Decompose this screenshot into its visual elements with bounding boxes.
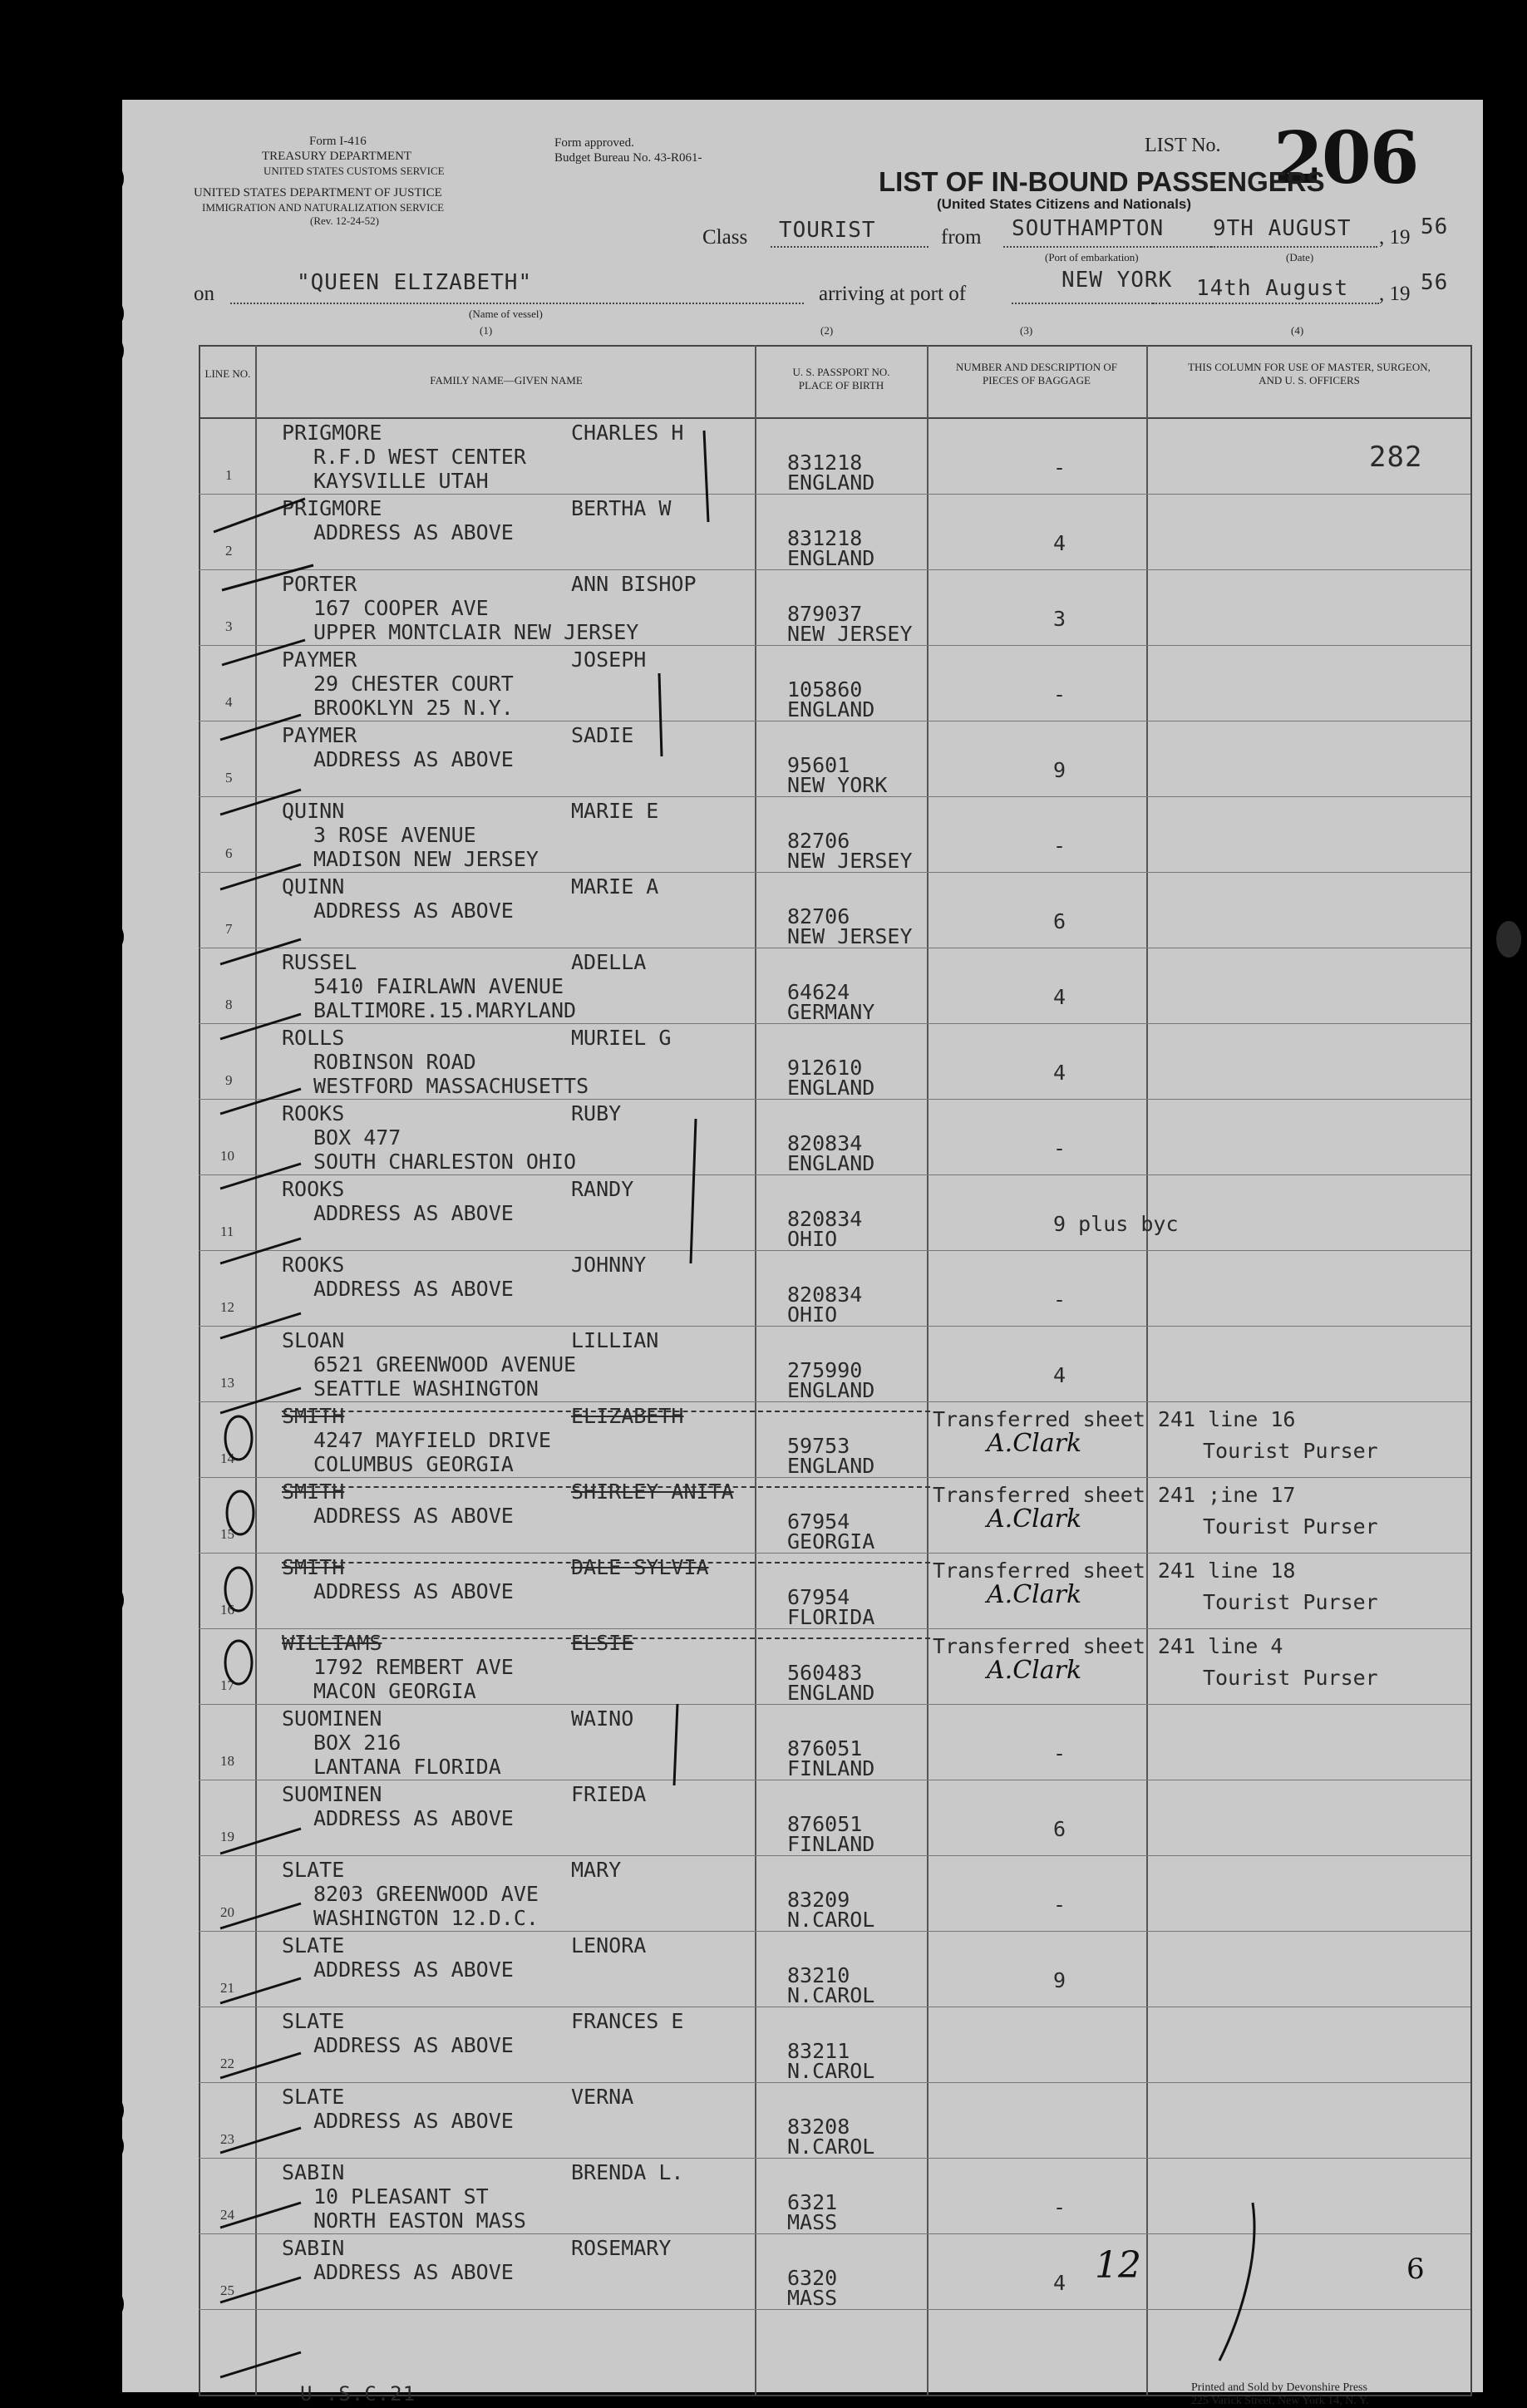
address-line-1: 1792 REMBERT AVE (313, 1655, 514, 1679)
family-name: SMITH (282, 1480, 345, 1504)
family-name: PRIGMORE (282, 496, 382, 520)
col-num-1: (1) (480, 324, 493, 337)
family-name: SUOMINEN (282, 1706, 382, 1731)
baggage-count: 3 (1053, 607, 1066, 631)
family-name: ROLLS (282, 1026, 345, 1050)
address-line-2: KAYSVILLE UTAH (313, 469, 489, 493)
baggage-count: 4 (1053, 985, 1066, 1009)
given-name: MARIE E (571, 799, 659, 823)
given-name: BERTHA W (571, 496, 672, 520)
passport-number: 820834 (787, 1207, 863, 1231)
baggage-count: 6 (1053, 1817, 1066, 1841)
place-of-birth: NEW JERSEY (787, 924, 913, 948)
address-line-1: ROBINSON ROAD (313, 1050, 476, 1074)
form-number: Form I-416 (309, 135, 367, 148)
given-name: FRIEDA (571, 1782, 647, 1806)
address-line-1: ADDRESS AS ABOVE (313, 2109, 514, 2133)
address-line-2: WASHINGTON 12.D.C. (313, 1906, 539, 1930)
given-name: JOHNNY (571, 1253, 647, 1277)
family-name: QUINN (282, 799, 345, 823)
address-line-1: ADDRESS AS ABOVE (313, 1504, 514, 1528)
given-name: SADIE (571, 723, 634, 747)
address-line-1: ADDRESS AS ABOVE (313, 899, 514, 923)
baggage-count: - (1053, 1893, 1066, 1917)
given-name: FRANCES E (571, 2009, 684, 2033)
place-of-birth: ENGLAND (787, 1454, 875, 1478)
dept-treasury: TREASURY DEPARTMENT (262, 150, 412, 163)
dept-customs: UNITED STATES CUSTOMS SERVICE (264, 165, 445, 177)
address-line-1: ADDRESS AS ABOVE (313, 747, 514, 771)
line-number: 6 (225, 845, 233, 861)
binder-hole (87, 2286, 124, 2322)
place-of-birth: ENGLAND (787, 697, 875, 721)
given-name: JOSEPH (571, 648, 647, 672)
header-officers: THIS COLUMN FOR USE OF MASTER, SURGEON, AND U. S. OFFICERS (1188, 361, 1431, 387)
vessel-name: "QUEEN ELIZABETH" (297, 270, 533, 295)
address-line-1: 8203 GREENWOOD AVE (313, 1882, 539, 1906)
line-number: 22 (220, 2056, 234, 2071)
passport-number: 560483 (787, 1661, 863, 1685)
given-name: LENORA (571, 1933, 647, 1957)
address-line-1: 29 CHESTER COURT (313, 672, 514, 696)
vessel-caption: (Name of vessel) (469, 308, 543, 320)
address-line-2: WESTFORD MASSACHUSETTS (313, 1074, 589, 1098)
on-label: on (194, 283, 214, 305)
place-of-birth: ENGLAND (787, 1151, 875, 1175)
given-name: DALE SYLVIA (571, 1555, 709, 1579)
family-name: PRIGMORE (282, 421, 382, 445)
place-of-birth: ENGLAND (787, 546, 875, 570)
line-number: 24 (220, 2207, 234, 2223)
header-name: FAMILY NAME—GIVEN NAME (430, 374, 583, 387)
family-name: SLATE (282, 2085, 345, 2109)
family-name: PORTER (282, 572, 357, 596)
family-name: SABIN (282, 2236, 345, 2260)
footer-code: U .S.C.21 (300, 2382, 416, 2406)
place-of-birth: FINLAND (787, 1832, 875, 1856)
address-line-1: ADDRESS AS ABOVE (313, 1277, 514, 1301)
place-of-birth: GERMANY (787, 1000, 875, 1024)
binder-hole (87, 332, 124, 369)
place-of-birth: ENGLAND (787, 470, 875, 495)
place-of-birth: FINLAND (787, 1756, 875, 1780)
given-name: SHIRLEY ANITA (571, 1480, 734, 1504)
line-number: 25 (220, 2282, 234, 2298)
family-name: PAYMER (282, 723, 357, 747)
baggage-count: - (1053, 456, 1066, 480)
header-baggage: NUMBER AND DESCRIPTION OF PIECES OF BAGGAGE (956, 361, 1117, 387)
place-of-birth: FLORIDA (787, 1605, 875, 1629)
tourist-purser-label: Tourist Purser (1203, 1514, 1378, 1539)
family-name: SMITH (282, 1404, 345, 1428)
date-caption: (Date) (1286, 251, 1314, 263)
family-name: SUOMINEN (282, 1782, 382, 1806)
line-number: 17 (220, 1677, 234, 1693)
col-num-4: (4) (1291, 324, 1304, 337)
transfer-note: Transferred sheet 241 line 18 (933, 1559, 1296, 1583)
family-name: ROOKS (282, 1101, 345, 1125)
transfer-note: Transferred sheet 241 line 4 (933, 1634, 1283, 1658)
binder-hole (1496, 921, 1521, 958)
passport-number: 83209 (787, 1888, 850, 1912)
passport-number: 6321 (787, 2190, 838, 2214)
place-of-birth: OHIO (787, 1302, 838, 1327)
address-line-1: 6521 GREENWOOD AVENUE (313, 1352, 577, 1376)
handwritten-total: 12 (1095, 2244, 1141, 2287)
form-approved: Form approved. (554, 136, 634, 150)
line-number: 15 (220, 1526, 234, 1542)
baggage-count: 4 (1053, 1061, 1066, 1085)
family-name: ROOKS (282, 1177, 345, 1201)
given-name: RANDY (571, 1177, 634, 1201)
line-number: 11 (220, 1224, 234, 1239)
address-line-1: 5410 FAIRLAWN AVENUE (313, 974, 564, 998)
passport-number: 6320 (787, 2266, 838, 2290)
address-line-2: SOUTH CHARLESTON OHIO (313, 1150, 577, 1174)
col-num-2: (2) (820, 324, 834, 337)
transfer-note: Transferred sheet 241 ;ine 17 (933, 1483, 1296, 1507)
place-of-birth: ENGLAND (787, 1378, 875, 1402)
given-name: ROSEMARY (571, 2236, 672, 2260)
address-line-2: LANTANA FLORIDA (313, 1755, 501, 1779)
baggage-count: 9 plus byc (1053, 1212, 1179, 1236)
list-no-label: LIST No. (1145, 135, 1221, 156)
place-of-birth: MASS (787, 2210, 838, 2234)
line-number: 2 (225, 543, 233, 559)
passport-number: 820834 (787, 1131, 863, 1155)
passport-number: 82706 (787, 904, 850, 928)
tourist-purser-label: Tourist Purser (1203, 1666, 1378, 1690)
given-name: MARY (571, 1858, 622, 1882)
given-name: CHARLES H (571, 421, 684, 445)
passport-number: 912610 (787, 1056, 863, 1080)
given-name: ELSIE (571, 1631, 634, 1655)
given-name: WAINO (571, 1706, 634, 1731)
address-line-1: 167 COOPER AVE (313, 596, 489, 620)
family-name: SLATE (282, 1858, 345, 1882)
place-of-birth: ENGLAND (787, 1076, 875, 1100)
given-name: ELIZABETH (571, 1404, 684, 1428)
place-of-birth: N.CAROL (787, 1908, 875, 1932)
given-name: ADELLA (571, 950, 647, 974)
line-number: 9 (225, 1072, 233, 1088)
given-name: VERNA (571, 2085, 634, 2109)
printer-line-1: Printed and Sold by Devonshire Press (1191, 2381, 1367, 2394)
given-name: BRENDA L. (571, 2160, 684, 2184)
address-line-1: ADDRESS AS ABOVE (313, 1806, 514, 1830)
line-number: 20 (220, 1904, 234, 1920)
manifest-page (122, 100, 1483, 2407)
tourist-purser-label: Tourist Purser (1203, 1590, 1378, 1614)
address-line-1: 3 ROSE AVENUE (313, 823, 476, 847)
baggage-count: - (1053, 1136, 1066, 1160)
year-prefix-arrive: , 19 (1379, 283, 1411, 305)
purser-signature: A.Clark (987, 1656, 1082, 1685)
passport-number: 83211 (787, 2039, 850, 2063)
manifest-subtitle: (United States Citizens and Nationals) (937, 196, 1192, 212)
baggage-count: 6 (1053, 909, 1066, 933)
line-number: 13 (220, 1375, 234, 1391)
baggage-count: 9 (1053, 1968, 1066, 1992)
place-of-birth: GEORGIA (787, 1529, 875, 1554)
passport-number: 59753 (787, 1434, 850, 1458)
place-of-birth: NEW JERSEY (787, 849, 913, 873)
address-line-2: NORTH EASTON MASS (313, 2209, 526, 2233)
family-name: QUINN (282, 874, 345, 899)
line-number: 10 (220, 1148, 234, 1164)
address-line-2: MADISON NEW JERSEY (313, 847, 539, 871)
address-line-1: ADDRESS AS ABOVE (313, 2260, 514, 2284)
line-number: 14 (220, 1450, 234, 1466)
family-name: SLATE (282, 1933, 345, 1957)
tourist-purser-label: Tourist Purser (1203, 1439, 1378, 1463)
place-of-birth: N.CAROL (787, 2059, 875, 2083)
header-passport: U. S. PASSPORT NO. PLACE OF BIRTH (792, 366, 890, 391)
line-number: 19 (220, 1829, 234, 1844)
binder-hole (87, 2092, 124, 2129)
passport-number: 83208 (787, 2115, 850, 2139)
margin-number-282: 282 (1369, 441, 1423, 474)
address-line-1: ADDRESS AS ABOVE (313, 1957, 514, 1982)
family-name: WILLIAMS (282, 1631, 382, 1655)
address-line-1: 10 PLEASANT ST (313, 2184, 489, 2209)
address-line-1: ADDRESS AS ABOVE (313, 520, 514, 544)
handwritten-marks (122, 100, 1483, 2392)
margin-number-6: 6 (1406, 2253, 1425, 2286)
line-number: 1 (225, 467, 233, 483)
purser-signature: A.Clark (987, 1580, 1082, 1609)
baggage-count: 4 (1053, 531, 1066, 555)
arrival-date: 14th August (1196, 276, 1349, 301)
line-number: 8 (225, 997, 233, 1012)
passport-number: 95601 (787, 753, 850, 777)
address-line-1: BOX 216 (313, 1731, 401, 1755)
passport-number: 275990 (787, 1358, 863, 1382)
passport-number: 105860 (787, 677, 863, 702)
address-line-1: R.F.D WEST CENTER (313, 445, 526, 469)
baggage-count: - (1053, 834, 1066, 858)
address-line-1: BOX 477 (313, 1125, 401, 1150)
family-name: SMITH (282, 1555, 345, 1579)
baggage-count: - (1053, 682, 1066, 707)
list-number: 206 (1273, 116, 1418, 200)
address-line-1: ADDRESS AS ABOVE (313, 2033, 514, 2057)
port-embark-caption: (Port of embarkation) (1045, 251, 1139, 263)
place-of-birth: OHIO (787, 1227, 838, 1251)
arriving-label: arriving at port of (819, 283, 967, 305)
address-line-1: ADDRESS AS ABOVE (313, 1201, 514, 1225)
passport-number: 67954 (787, 1509, 850, 1534)
given-name: MURIEL G (571, 1026, 672, 1050)
family-name: SABIN (282, 2160, 345, 2184)
passport-number: 876051 (787, 1812, 863, 1836)
baggage-count: - (1053, 1741, 1066, 1765)
address-line-2: SEATTLE WASHINGTON (313, 1376, 539, 1401)
address-line-2: COLUMBUS GEORGIA (313, 1452, 514, 1476)
given-name: MARIE A (571, 874, 659, 899)
binder-hole (87, 2128, 124, 2164)
arrival-year: 56 (1421, 270, 1449, 295)
embark-year: 56 (1421, 214, 1449, 239)
binder-hole (87, 160, 124, 197)
passport-number: 820834 (787, 1283, 863, 1307)
port-of-arrival: NEW YORK (1062, 268, 1173, 293)
place-of-birth: ENGLAND (787, 1681, 875, 1705)
passport-number: 876051 (787, 1736, 863, 1760)
port-of-embarkation: SOUTHAMPTON (1012, 216, 1165, 241)
dept-justice: UNITED STATES DEPARTMENT OF JUSTICE (194, 186, 442, 199)
baggage-count: - (1053, 1288, 1066, 1312)
given-name: RUBY (571, 1101, 622, 1125)
address-line-2: MACON GEORGIA (313, 1679, 476, 1703)
place-of-birth: N.CAROL (787, 1983, 875, 2007)
binder-hole (87, 295, 124, 332)
line-number: 4 (225, 694, 233, 710)
place-of-birth: NEW YORK (787, 773, 888, 797)
place-of-birth: MASS (787, 2286, 838, 2310)
line-number: 3 (225, 618, 233, 634)
class-value: TOURIST (779, 218, 876, 243)
purser-signature: A.Clark (987, 1429, 1082, 1458)
line-number: 21 (220, 1980, 234, 1996)
place-of-birth: NEW JERSEY (787, 622, 913, 646)
address-line-1: 4247 MAYFIELD DRIVE (313, 1428, 551, 1452)
line-number: 18 (220, 1753, 234, 1769)
family-name: PAYMER (282, 648, 357, 672)
purser-signature: A.Clark (987, 1504, 1082, 1534)
address-line-1: ADDRESS AS ABOVE (313, 1579, 514, 1603)
manifest-title: LIST OF IN-BOUND PASSENGERS (879, 166, 1325, 197)
printer-line-2: 225 Varick Street, New York 14, N. Y. (1191, 2395, 1369, 2407)
line-number: 5 (225, 770, 233, 785)
family-name: ROOKS (282, 1253, 345, 1277)
family-name: SLOAN (282, 1328, 345, 1352)
address-line-2: BALTIMORE.15.MARYLAND (313, 998, 577, 1022)
from-label: from (941, 226, 982, 249)
binder-hole (87, 918, 124, 955)
family-name: SLATE (282, 2009, 345, 2033)
passport-number: 83210 (787, 1963, 850, 1987)
header-line-no: LINE NO. (204, 367, 251, 380)
passport-number: 879037 (787, 602, 863, 626)
dept-ins: IMMIGRATION AND NATURALIZATION SERVICE (202, 201, 445, 214)
line-number: 16 (220, 1602, 234, 1618)
embark-date: 9TH AUGUST (1213, 216, 1352, 241)
baggage-count: 4 (1053, 2271, 1066, 2295)
passport-number: 831218 (787, 526, 863, 550)
passport-number: 831218 (787, 451, 863, 475)
family-name: RUSSEL (282, 950, 357, 974)
address-line-2: UPPER MONTCLAIR NEW JERSEY (313, 620, 639, 644)
passport-number: 82706 (787, 829, 850, 853)
year-prefix-embark: , 19 (1379, 226, 1411, 249)
passport-number: 64624 (787, 980, 850, 1004)
given-name: ANN BISHOP (571, 572, 697, 596)
baggage-count: 9 (1053, 758, 1066, 782)
line-number: 12 (220, 1299, 234, 1315)
baggage-count: - (1053, 2195, 1066, 2219)
given-name: LILLIAN (571, 1328, 659, 1352)
form-revision: (Rev. 12-24-52) (310, 214, 379, 227)
line-number: 23 (220, 2131, 234, 2147)
baggage-count: 4 (1053, 1363, 1066, 1387)
col-num-3: (3) (1020, 324, 1033, 337)
budget-bureau: Budget Bureau No. 43-R061- (554, 151, 702, 165)
passport-number: 67954 (787, 1585, 850, 1609)
binder-hole (87, 1582, 124, 1618)
transfer-note: Transferred sheet 241 line 16 (933, 1407, 1296, 1431)
class-label: Class (702, 226, 748, 249)
address-line-2: BROOKLYN 25 N.Y. (313, 696, 514, 720)
place-of-birth: N.CAROL (787, 2135, 875, 2159)
line-number: 7 (225, 921, 233, 937)
